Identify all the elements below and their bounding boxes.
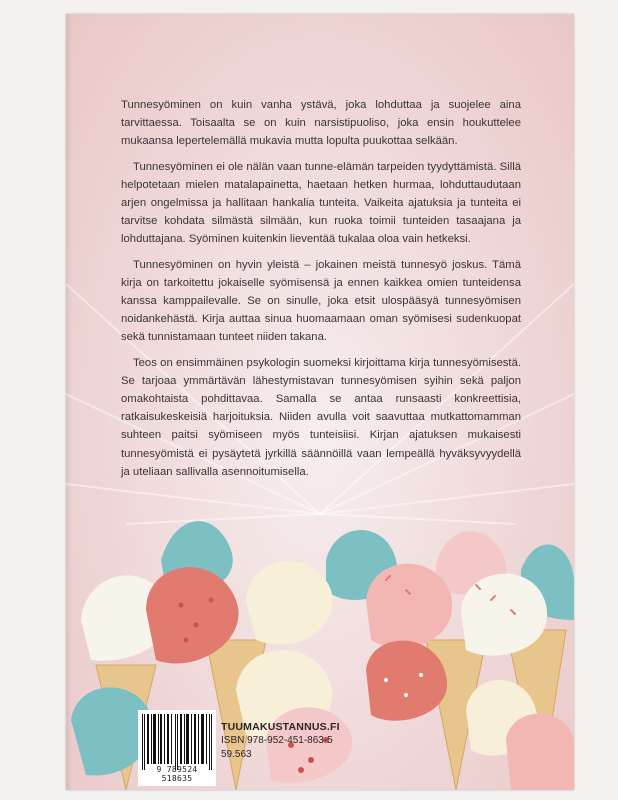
blurb-paragraph-3: Tunnesyöminen on hyvin yleistä – jokainen meistä tunnesyö joskus. Tämä kirja on tarkoitettu jokaiselle syömisensä ja ennen kaikkea omien tunteidensa kanssa kamppailevalle. Se on sinulle, joka etsit ulospääsyä tunnesyömisen noidankehästä. Kirja auttaa sinua huomaamaan oman syömisesi sudenkuopat sekä tunnistamaan tunteet niiden takana. [121,258,521,344]
barcode-bars [142,714,212,770]
blurb-paragraph-2: Tunnesyöminen ei ole nälän vaan tunne-elämän tarpeiden tyydyttämistä. Sillä helpotetaan mielen matalapainetta, haetaan hetken hurmaa, lohduttaudutaan arjen ongelmissa ja hallitaan hankalia tunteita. Vaikeita ajatuksia ja tunteita ei tarvitse kohdata silmästä silmään, kun ruoka toimii tunteiden tasaajana ja lohduttajana. Syöminen kuitenkin lieventää tukalaa oloa vain hetkeksi. [121,160,521,246]
barcode-digits: 9 789524 518635 [156,765,198,783]
blurb-paragraph-1: Tunnesyöminen on kuin vanha ystävä, joka lohduttaa ja suojelee aina tarvittaessa. Toisaalta se on kuin narsistipuoliso, joka ensin houkuttelee mukaansa lepertelemällä mukavia mutta lopulta puukottaa selkään. [121,99,521,148]
blurb-paragraph-4: Teos on ensimmäinen psykologin suomeksi kirjoittama kirja tunnesyömisestä. Se tarjoaa ymmärtävän lähestymistavan tunnesyömisen syihin sekä paljon omakohtaista pohdittavaa. Samalla se antaa runsaasti konkreettisia, ratkaisukeskeisiä harjoituksia. Niiden avulla voit saavuttaa mutkattomamman suhteen paitsi syömiseen myös tunteisiisi. Kirjan ajatuksen mukaisesti tunnesyömistä ei pysäytetä jyrkillä säännöillä vaan lempeällä hyväksyvyydellä ja uteliaan sallivalla asennoitumisella. [121,356,521,478]
isbn: ISBN 978-952-451-863-5 [221,735,333,746]
classification-code: 59.563 [221,749,252,760]
publisher-info [221,720,340,762]
book-back-cover [66,14,574,790]
publisher-website: TUUMAKUSTANNUS.FI [221,721,340,733]
blurb-text [121,96,521,488]
barcode [138,710,216,786]
